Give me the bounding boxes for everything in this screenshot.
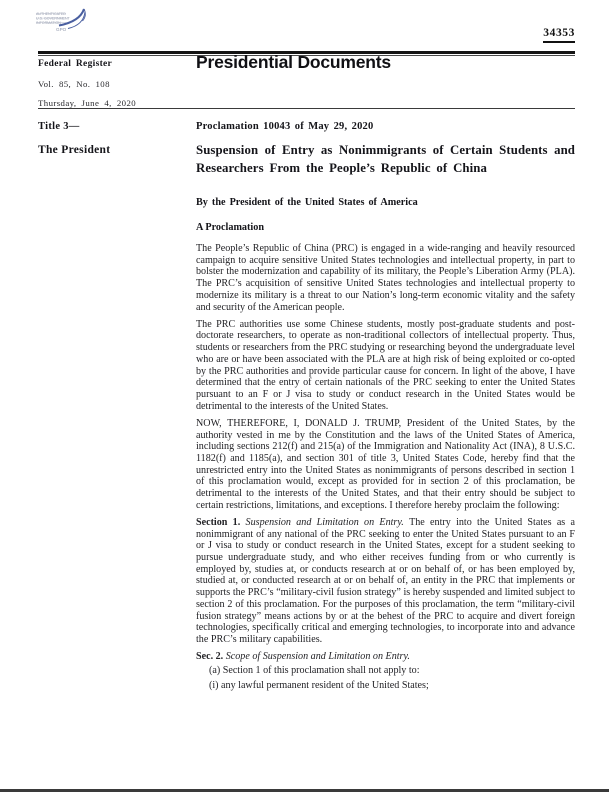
seal-gpo-label: GPO	[56, 27, 67, 32]
clause-i: (i) any lawful permanent resident of the United States;	[209, 679, 429, 691]
sidebar-title-label: Title 3—	[38, 121, 80, 132]
document-title: Suspension of Entry as Nonimmigrants of Certain Students and Researchers From the People’s Republic of China	[196, 143, 575, 175]
masthead-volume: Vol. 85, No. 108	[38, 79, 110, 89]
paragraph: The PRC authorities use some Chinese students, mostly post-graduate students and post-doctorate researchers, to operate as non-traditional collectors of intellectual property. Thus, students or researchers from the PRC studying or researching beyond the undergraduate level who are or have been associated with the PLA are at high risk of being exploited or co-opted by the PRC authorities and provide particular cause for concern. In light of the above, I have determined that the entry of certain nationals of the PRC seeking to enter the United States pursuant to an F or J visa to study or conduct research in the United States would be detrimental to the interests of the United States.	[196, 318, 575, 412]
paragraph: NOW, THEREFORE, I, DONALD J. TRUMP, President of the United States, by the authority vested in me by the Constitution and the laws of the United States of America, including sections 212(f) and 215(a) of the Immigration and Nationality Act (INA), 8 U.S.C. 1182(f) and 1185(a), and section 301 of title 3, United States Code, hereby find that the unrestricted entry into the United States as nonimmigrants of persons described in section 1 of this proclamation would, except as provided for in section 2 of this proclamation, be detrimental to the interests of the United States, and that their entry should be subject to certain restrictions, limitations, and exceptions. I therefore hereby proclaim the following:	[196, 417, 575, 511]
section-1-label: Section 1.	[196, 516, 246, 528]
seal-text-line: AUTHENTICATED	[36, 12, 66, 16]
masthead-date: Thursday, June 4, 2020	[38, 98, 137, 108]
proclamation-heading: A Proclamation	[196, 222, 265, 233]
masthead-section-title: Presidential Documents	[196, 52, 391, 72]
seal-text-line: INFORMATION	[36, 21, 61, 25]
page-number: 34353	[543, 27, 575, 43]
section-1-text: The entry into the United States as a nonimmigrant of any national of the PRC seeking to enter the United States pursuant to an F or J visa to study or conduct research in the United States, except for a student seeking to pursue undergraduate study, and who either receives funding from or who currently is employed by, studies at, or conducts research at or on behalf of, or has been employed by, studied at, or conducted research at or on behalf of, an entity in the PRC that implements or supports the PRC’s “military-civil fusion strategy” is hereby suspended and limited subject to section 2 of this proclamation. For the purposes of this proclamation, the term “military-civil fusion strategy” means actions by or at the behest of the PRC to acquire and divert foreign technologies, specifically critical and emerging technologies, to incorporate into and advance the PRC’s military capabilities.	[196, 516, 575, 645]
proclamation-number-line: Proclamation 10043 of May 29, 2020	[196, 121, 374, 132]
seal-text-line: U.S. GOVERNMENT	[36, 16, 70, 21]
masthead-rule	[38, 108, 575, 109]
document-body	[196, 121, 575, 691]
section-2-label: Sec. 2.	[196, 651, 226, 663]
clause-a: (a) Section 1 of this proclamation shall not apply to:	[209, 665, 420, 677]
masthead-brand: Federal Register	[38, 59, 113, 69]
sidebar-title-name: The President	[38, 144, 111, 156]
gpo-authentication-seal	[34, 7, 96, 43]
section-2-title: Scope of Suspension and Limitation on Entry.	[225, 651, 410, 663]
section-1-paragraph	[196, 517, 575, 646]
paragraph: The People’s Republic of China (PRC) is engaged in a wide-ranging and heavily resourced campaign to acquire sensitive United States technologies and intellectual property, in part to bolster the modernization and capability of its military, the People’s Liberation Army (PLA). The PRC’s acquisition of sensitive United States technologies and intellectual property to modernize its military is a threat to our Nation’s long-term economic vitality and the safety and security of the American people.	[196, 243, 575, 313]
section-1-title: Suspension and Limitation on Entry.	[245, 516, 410, 528]
byline: By the President of the United States of America	[196, 197, 418, 208]
section-2-line	[196, 651, 575, 663]
